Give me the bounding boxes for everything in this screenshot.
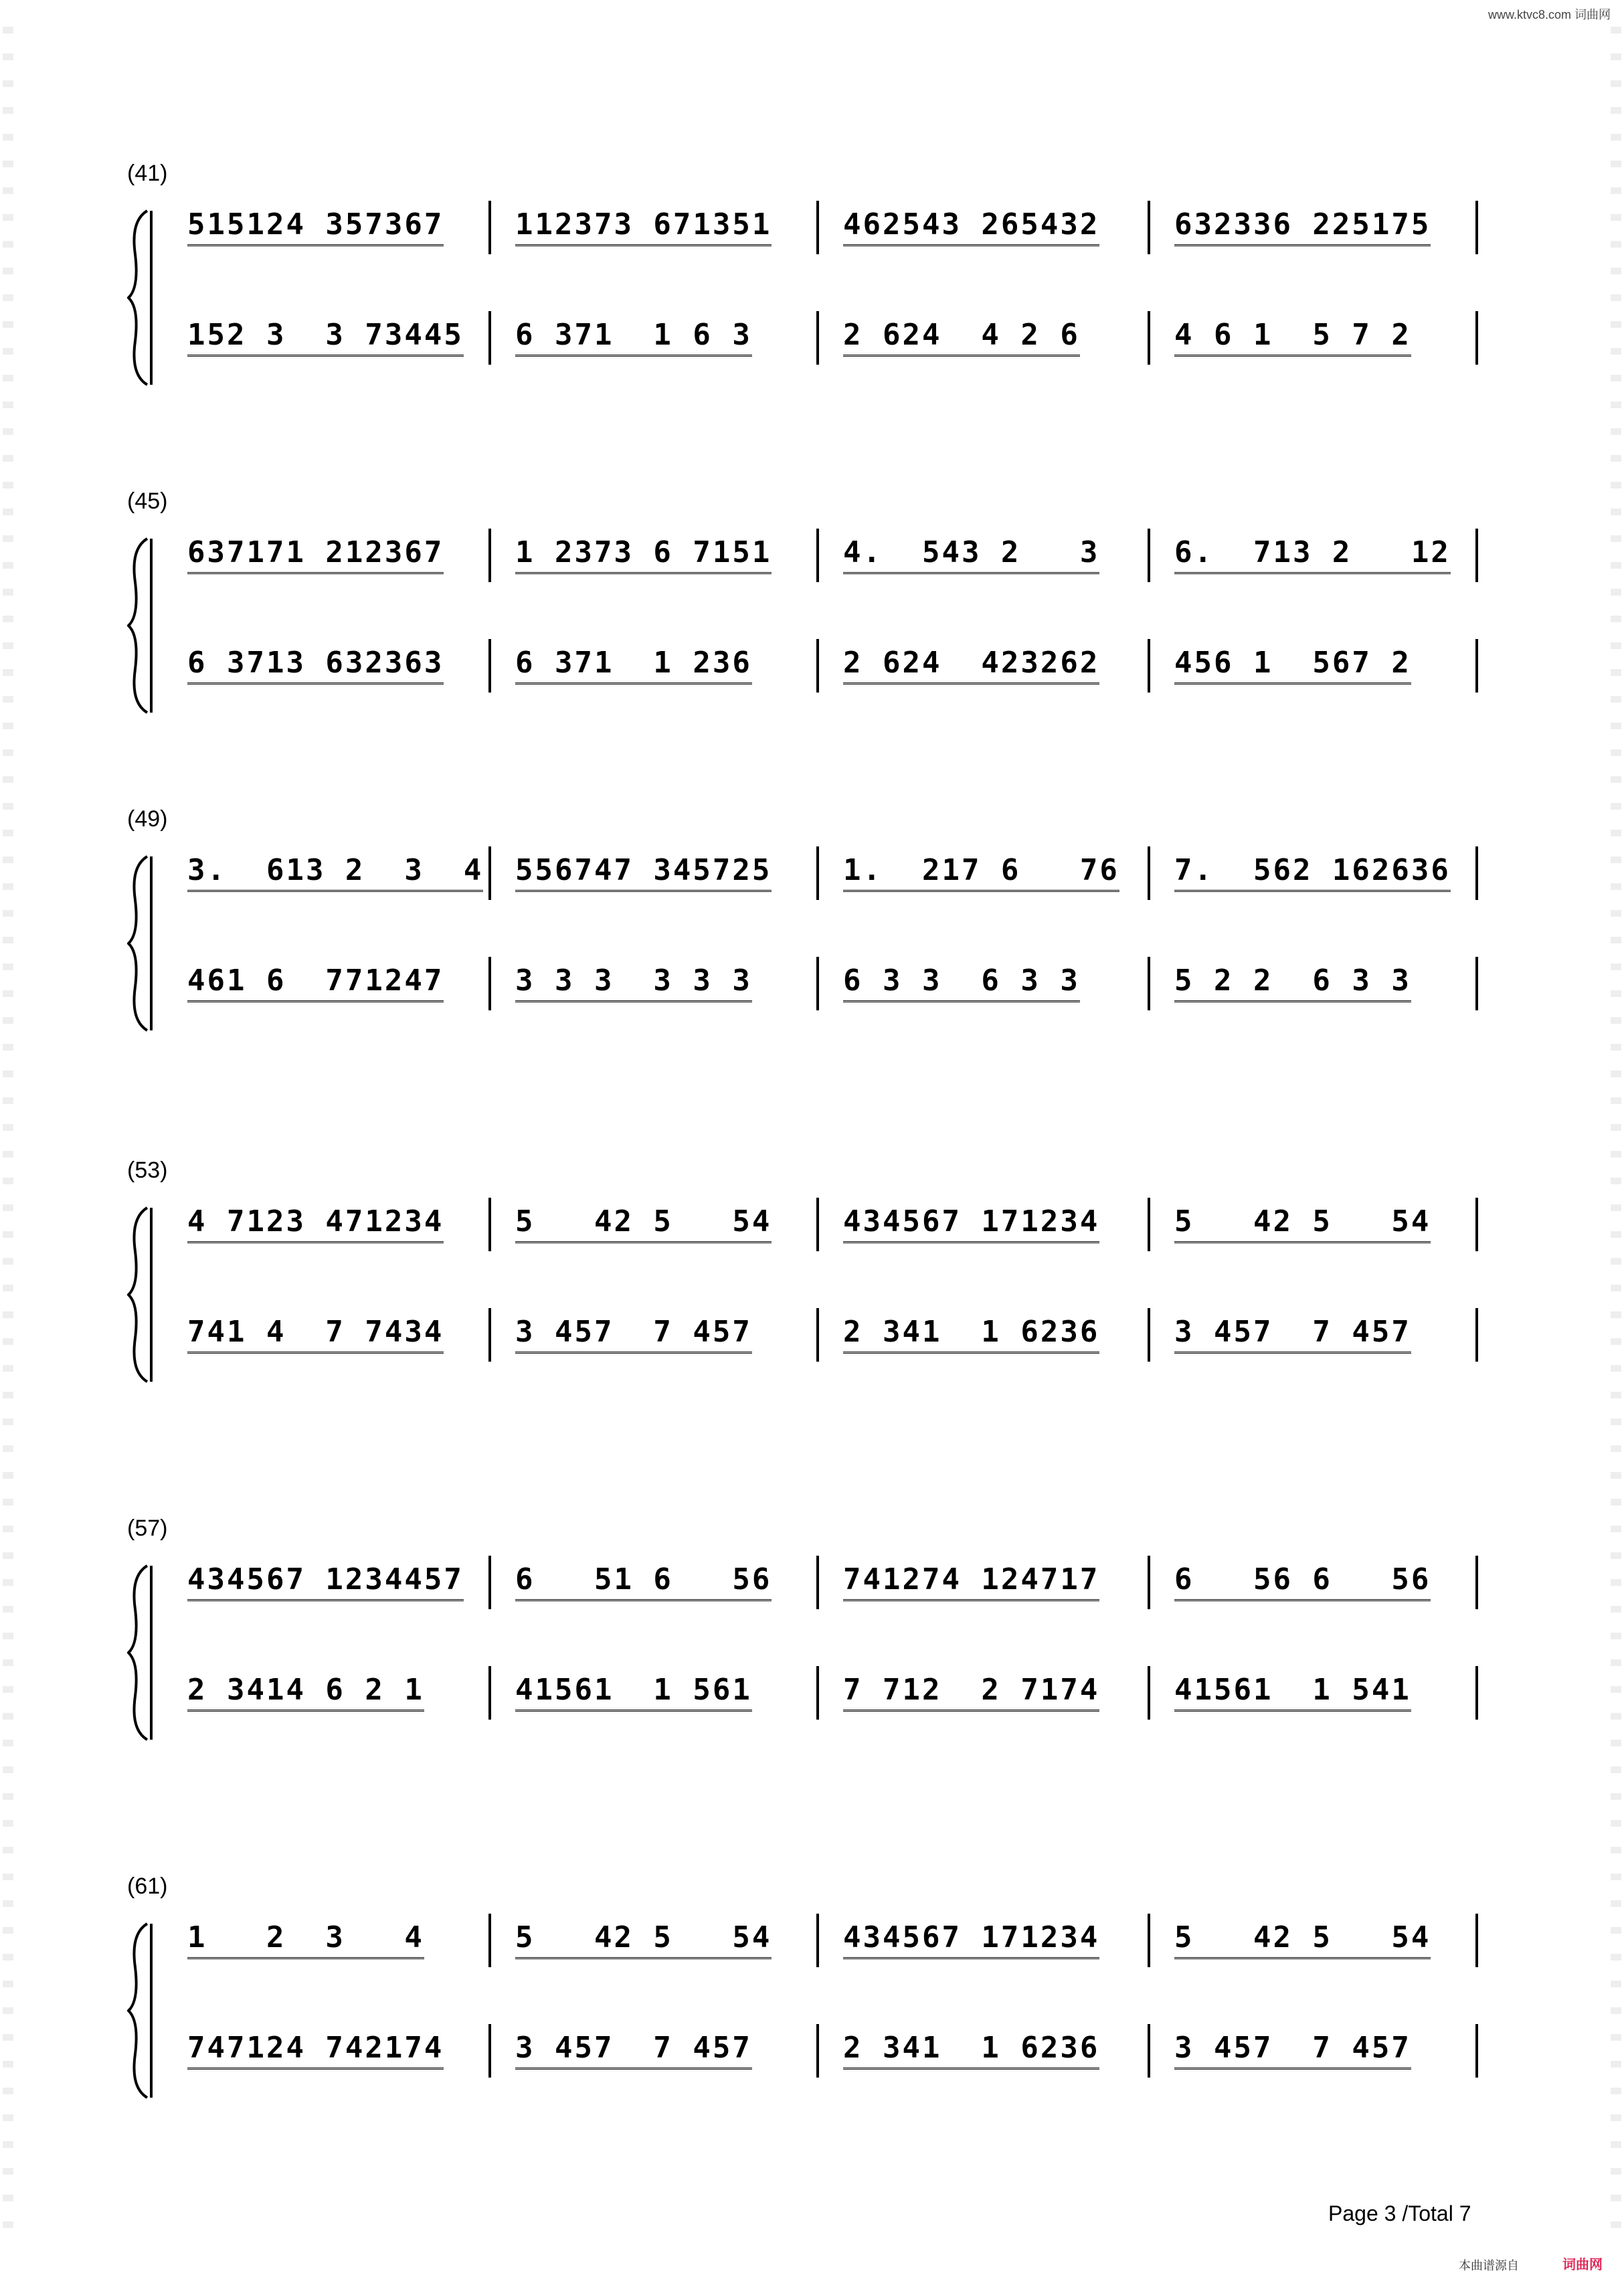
barline — [1475, 1666, 1478, 1720]
lower-staff-measure: 4 6 1 5 7 2 — [1174, 318, 1411, 357]
score-system — [127, 488, 1499, 709]
barline — [488, 1666, 491, 1720]
barline — [816, 201, 819, 254]
measure-number: (53) — [127, 1158, 168, 1183]
upper-staff-measure: 112373 671351 — [515, 207, 772, 246]
barline — [816, 1666, 819, 1720]
barline — [816, 529, 819, 582]
grand-staff-brace — [127, 853, 154, 1034]
barline — [816, 2024, 819, 2078]
upper-staff-measure: 632336 225175 — [1174, 207, 1431, 246]
upper-staff-measure: 1. 217 6 76 — [843, 853, 1119, 892]
upper-staff-measure: 7. 562 162636 — [1174, 853, 1451, 892]
grand-staff-brace — [127, 1562, 154, 1743]
upper-staff-measure: 434567 171234 — [843, 1204, 1099, 1243]
brand-logo: 词曲网 — [1562, 2258, 1603, 2272]
barline — [1475, 1556, 1478, 1609]
lower-staff-measure: 461 6 771247 — [187, 964, 444, 1002]
measure-number: (41) — [127, 161, 168, 186]
lower-staff-measure: 3 457 7 457 — [515, 2031, 752, 2070]
grand-staff-brace — [127, 207, 154, 388]
upper-staff-measure: 741274 124717 — [843, 1562, 1099, 1601]
upper-staff-measure: 556747 345725 — [515, 853, 772, 892]
lower-staff-measure: 6 371 1 236 — [515, 646, 752, 684]
upper-staff-measure: 515124 357367 — [187, 207, 444, 246]
lower-staff-measure: 456 1 567 2 — [1174, 646, 1411, 684]
barline — [1475, 1308, 1478, 1362]
barline — [1148, 1308, 1150, 1362]
upper-staff-measure: 3. 613 2 3 4 — [187, 853, 483, 892]
barline — [816, 1556, 819, 1609]
upper-staff-measure: 1 2 3 4 — [187, 1920, 424, 1959]
barline — [488, 529, 491, 582]
left-margin-watermark — [3, 27, 13, 2235]
lower-staff-measure: 152 3 3 73445 — [187, 318, 464, 357]
lower-staff-measure: 2 3414 6 2 1 — [187, 1673, 424, 1712]
barline — [488, 1556, 491, 1609]
barline — [488, 1914, 491, 1967]
barline — [488, 846, 491, 900]
upper-staff-measure: 5 42 5 54 — [515, 1204, 772, 1243]
lower-staff-measure: 747124 742174 — [187, 2031, 444, 2070]
lower-staff-measure: 3 457 7 457 — [515, 1315, 752, 1354]
lower-staff-measure: 41561 1 561 — [515, 1673, 752, 1712]
lower-staff-measure: 7 712 2 7174 — [843, 1673, 1099, 1712]
lower-staff-measure: 2 624 423262 — [843, 646, 1099, 684]
barline — [488, 1198, 491, 1251]
upper-staff-measure: 6 56 6 56 — [1174, 1562, 1431, 1601]
barline — [816, 846, 819, 900]
upper-staff-measure: 5 42 5 54 — [1174, 1204, 1431, 1243]
lower-staff-measure: 5 2 2 6 3 3 — [1174, 964, 1411, 1002]
barline — [816, 957, 819, 1010]
measure-number: (45) — [127, 488, 168, 514]
barline — [816, 639, 819, 693]
barline — [488, 311, 491, 365]
barline — [1475, 846, 1478, 900]
lower-staff-measure: 2 624 4 2 6 — [843, 318, 1080, 357]
upper-staff-measure: 4. 543 2 3 — [843, 535, 1099, 574]
upper-staff-measure: 6 51 6 56 — [515, 1562, 772, 1601]
score-system — [127, 1874, 1499, 2094]
barline — [1148, 1198, 1150, 1251]
barline — [1475, 2024, 1478, 2078]
barline — [1148, 311, 1150, 365]
lower-staff-measure: 3 457 7 457 — [1174, 2031, 1411, 2070]
site-watermark-header: www.ktvc8.com 词曲网 — [1487, 8, 1611, 21]
upper-staff-measure: 5 42 5 54 — [515, 1920, 772, 1959]
barline — [488, 639, 491, 693]
barline — [1475, 201, 1478, 254]
barline — [1148, 201, 1150, 254]
upper-staff-measure: 637171 212367 — [187, 535, 444, 574]
grand-staff-brace — [127, 1204, 154, 1385]
barline — [1148, 1666, 1150, 1720]
lower-staff-measure: 6 3 3 6 3 3 — [843, 964, 1080, 1002]
grand-staff-brace — [127, 535, 154, 716]
barline — [1475, 957, 1478, 1010]
barline — [488, 957, 491, 1010]
measure-number: (57) — [127, 1516, 168, 1541]
upper-staff-measure: 434567 171234 — [843, 1920, 1099, 1959]
barline — [816, 1198, 819, 1251]
measure-number: (49) — [127, 806, 168, 832]
lower-staff-measure: 741 4 7 7434 — [187, 1315, 444, 1354]
barline — [488, 201, 491, 254]
measure-number: (61) — [127, 1874, 168, 1899]
upper-staff-measure: 1 2373 6 7151 — [515, 535, 772, 574]
lower-staff-measure: 3 457 7 457 — [1174, 1315, 1411, 1354]
barline — [816, 311, 819, 365]
score-system — [127, 161, 1499, 381]
barline — [816, 1914, 819, 1967]
upper-staff-measure: 462543 265432 — [843, 207, 1099, 246]
score-system — [127, 1158, 1499, 1378]
lower-staff-measure: 6 371 1 6 3 — [515, 318, 752, 357]
barline — [1148, 846, 1150, 900]
lower-staff-measure: 41561 1 541 — [1174, 1673, 1411, 1712]
barline — [1148, 1914, 1150, 1967]
upper-staff-measure: 6. 713 2 12 — [1174, 535, 1451, 574]
barline — [1475, 639, 1478, 693]
lower-staff-measure: 6 3713 632363 — [187, 646, 444, 684]
upper-staff-measure: 5 42 5 54 — [1174, 1920, 1431, 1959]
barline — [1148, 957, 1150, 1010]
upper-staff-measure: 4 7123 471234 — [187, 1204, 444, 1243]
barline — [488, 2024, 491, 2078]
lower-staff-measure: 2 341 1 6236 — [843, 2031, 1099, 2070]
barline — [816, 1308, 819, 1362]
barline — [1148, 2024, 1150, 2078]
barline — [1475, 311, 1478, 365]
right-margin-watermark — [1611, 27, 1621, 2235]
grand-staff-brace — [127, 1920, 154, 2101]
barline — [1148, 1556, 1150, 1609]
score-system — [127, 806, 1499, 1027]
upper-staff-measure: 434567 1234457 — [187, 1562, 464, 1601]
source-note: 本曲谱源自 — [1459, 2259, 1519, 2272]
lower-staff-measure: 3 3 3 3 3 3 — [515, 964, 752, 1002]
barline — [1148, 529, 1150, 582]
lower-staff-measure: 2 341 1 6236 — [843, 1315, 1099, 1354]
barline — [1475, 1198, 1478, 1251]
page-indicator: Page 3 /Total 7 — [1328, 2201, 1471, 2225]
barline — [1475, 1914, 1478, 1967]
barline — [488, 1308, 491, 1362]
score-system — [127, 1516, 1499, 1736]
barline — [1475, 529, 1478, 582]
barline — [1148, 639, 1150, 693]
